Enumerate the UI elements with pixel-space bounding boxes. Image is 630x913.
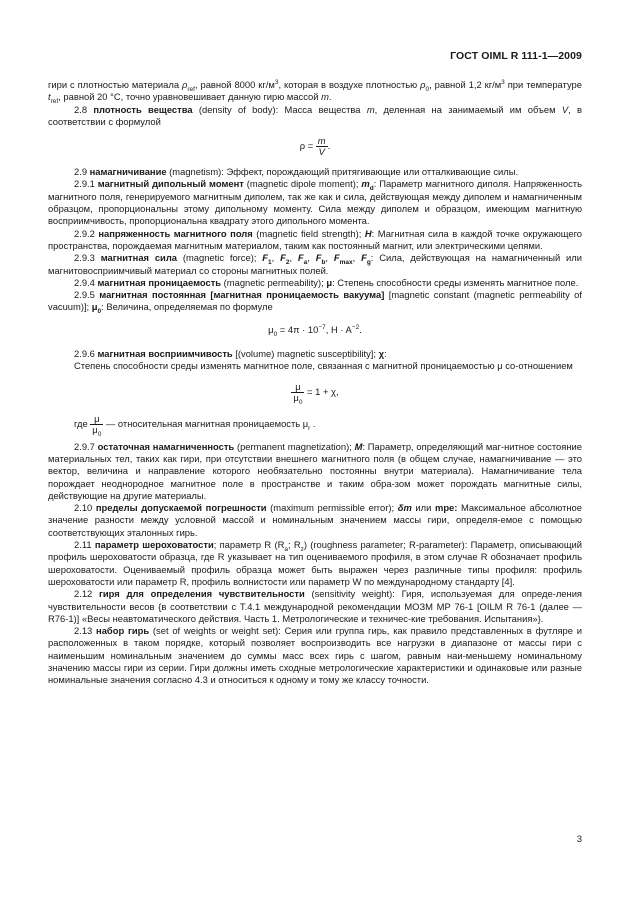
clause-2-8: 2.8 плотность вещества (density of body): Масса вещества m, деленная на занимаемый им объем V, в соответствии с формулой: [48, 103, 582, 127]
clause-2-13: 2.13 набор гирь (set of weights or weight set): Серия или группа гирь, как правило представленных в футляре и расположенных в таком порядке, который позволяет воспроизводить все нагрузки в диапазоне от массы гири с наименьшим номинальным значением до суммы масс всех гирь с шагом, равным наи-меньшему номинальному значению массы гири из серии. Гири должны иметь сходные метрологические характеристики и одинаковые или разные номинальные значения согласно 4.3 и относиться к одному и тому же классу точности.: [48, 625, 582, 686]
clause-2-9: 2.9 намагничивание (magnetism): Эффект, порождающий притягивающие или отталкивающие силы.: [74, 166, 519, 178]
susceptibility-formula: $\frac{\mu}{\mu_0}$ = 1 + χ,: [293, 380, 339, 406]
clause-2-9-7: 2.9.7 остаточная намагниченность (permanent magnetization); M: Параметр, определяющий маг-нитное состояние материальных тел, таких как гири, при отсутствии внешнего магнитного поля (в общем случае, намагничивание — это вектор, величина и направление которого необязательно постоянны внутри материала). Намагничивание тела порождает неоднородное магнитное поле в пространстве и таким обра-зом может порождать магнитные силы, действующие на другие материалы.: [48, 440, 582, 501]
page-number: 3: [576, 834, 582, 845]
clause-2-9-1: 2.9.1 магнитный дипольный момент (magnetic dipole moment); $m_d$: Параметр магнитного диполя. Напряженность магнитного поля, генерируемого магнитным диполем, так же как и сила, действующая между диполем и намагниченным образцом, пропорциональны этому дипольному моменту. Сила между диполем и образцом, имеющим магнитную восприимчивость, пропорциональна квадрату этого дипольного момента.: [48, 178, 582, 227]
clause-2-9-4: 2.9.4 магнитная проницаемость (magnetic permeability); μ: Степень способности среды изменять магнитное поле.: [74, 276, 579, 288]
clause-2-12: 2.12 гиря для определения чувствительности (sensitivity weight): Гиря, используемая для опреде-ления чувствительности весов {в соответствии с Т.4.1 международной рекомендации МОЗМ МР 76-1 [OILM R 76-1 (далее — R76-1)] «Весы неавтоматического действия. Часть 1. Метрологические и техничес-кие требования. Испытания»}.: [48, 588, 583, 624]
clause-2-11: 2.11 параметр шероховатости; параметр R ($R_a$; $R_z$) (roughness parameter; R-parameter): Параметр, описывающий профиль шероховатости образца, где R указывает на тип оцениваемого профиля, в этом случае R обозначает профиль шероховатости. Оцениваемый профиль образца может быть выражен через различные типы профиля: профиль шероховатости или параметр R, профиль волнистости или параметр W по международному стандарту [4].: [48, 539, 583, 587]
clause-2-10: 2.10 пределы допускаемой погрешности (maximum permissible error); δm или mpe: Максимальное абсолютное значение разности между условной массой и номинальным значением массы гири, определя-емое с помощью соответствующих эталонных гирь.: [48, 502, 582, 538]
document-header: ГОСТ OIML R 111-1—2009: [450, 50, 582, 62]
clause-2-9-2: 2.9.2 напряженность магнитного поля (magnetic field strength); H: Магнитная сила в каждой точке окружающего пространства, порождаемая магнитным материалом, таким как постоянный магнит, или электрическими цепями.: [48, 227, 582, 251]
clause-2-9-5: 2.9.5 магнитная постоянная [магнитная проницаемость вакуума] [magnetic constant (magnetic permeability of vacuum)]; $\mu_0$: Величина, определяемая по формуле: [48, 289, 582, 316]
clause-2-9-6: 2.9.6 магнитная восприимчивость [(volume) magnetic susceptibility]; χ:: [74, 348, 387, 360]
where-clause: где $\frac{\mu}{\mu_0}$ — относительная магнитная проницаемость $\mu_r$ .: [74, 412, 316, 438]
document-body: [48, 79, 582, 687]
magnetic-constant-formula: $\mu_0 = 4\pi \cdot 10^{-7}$, $H \cdot A^{-2}$.: [268, 323, 362, 338]
clause-2-9-6-definition: Степень способности среды изменять магнитное поле, связанная с магнитной проницаемостью μ со-отношением: [74, 360, 573, 372]
density-formula: ρ = $\frac{m}{V}$ .: [299, 135, 331, 158]
paragraph-continuation: гири с плотностью материала $\rho_{ref}$, равной 8000 $кг/м^3$, которая в воздухе плотностью $\rho_0$, равной 1,2 $кг/м^3$ при температуре $t_{ref}$, равной 20 °С, точно уравновешивает данную гирю массой m.: [48, 78, 582, 106]
clause-2-9-3: 2.9.3 магнитная сила (magnetic force); $F_1$, $F_2$, $F_a$, $F_b$, $F_{max}$, $F_g$: Сила, действующая на намагниченный или магнитовосприимчивый материал со стороны магнитных полей.: [48, 252, 582, 276]
